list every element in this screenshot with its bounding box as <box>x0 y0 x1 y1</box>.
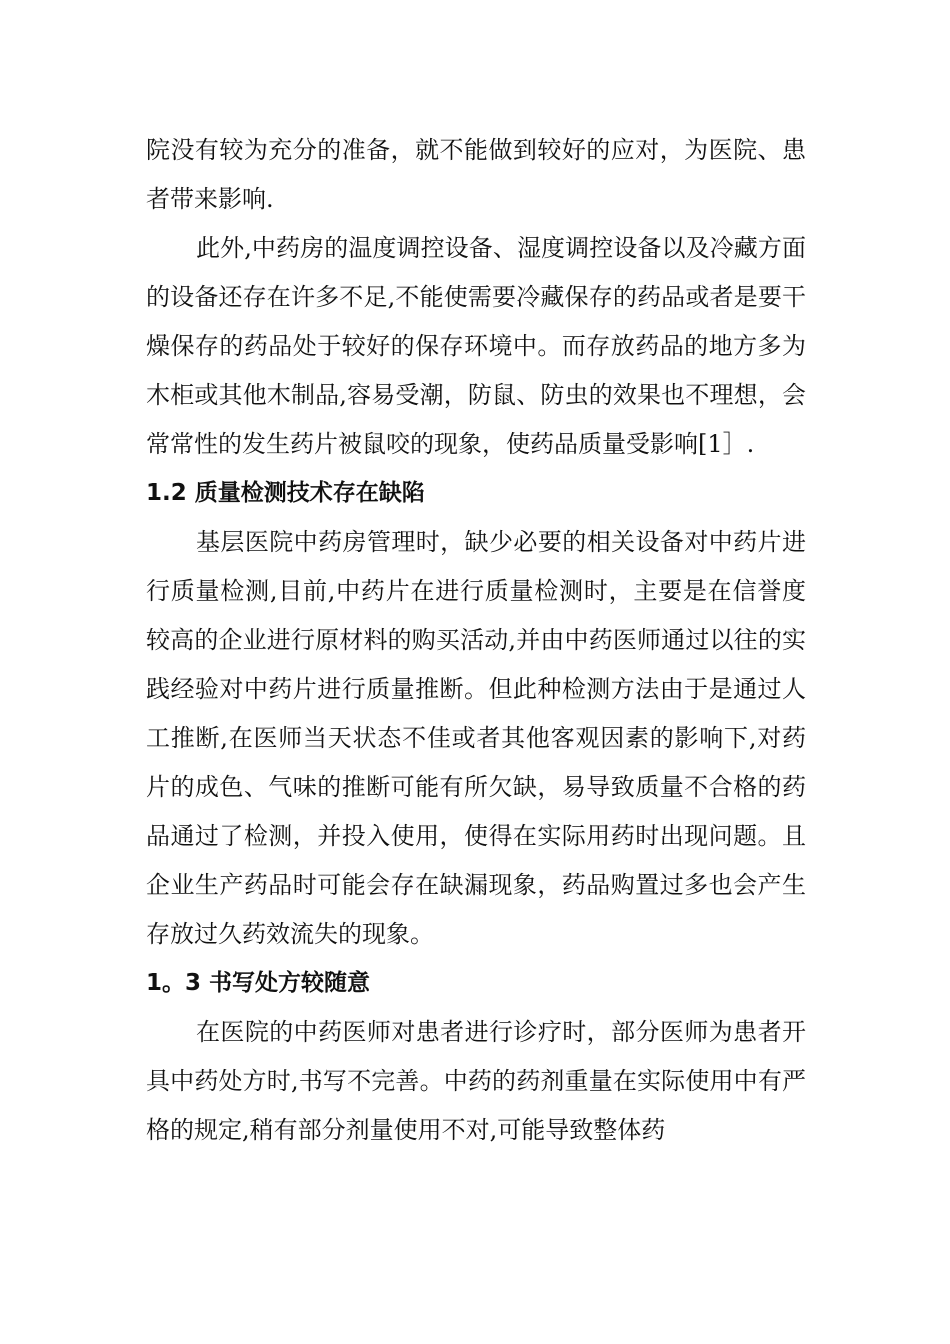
paragraph-storage-equipment: 此外,中药房的温度调控设备、湿度调控设备以及冷藏方面的设备还存在许多不足,不能使需要冷藏保存的药品或者是要干燥保存的药品处于较好的保存环境中。而存放药品的地方多为木柜或其他木制品,容易受潮，防鼠、防虫的效果也不理想，会常常性的发生药片被鼠咬的现象，使药品质量受影响[1］. <box>146 234 806 458</box>
document-body <box>146 126 806 1155</box>
paragraph-prescription-writing: 在医院的中药医师对患者进行诊疗时，部分医师为患者开具中药处方时,书写不完善。中药的药剂重量在实际使用中有严格的规定,稍有部分剂量使用不对,可能导致整体药 <box>146 1018 806 1144</box>
section-heading-1-2: 1.2 质量检测技术存在缺陷 <box>146 480 425 506</box>
paragraph-continuation: 院没有较为充分的准备，就不能做到较好的应对，为医院、患者带来影响. <box>146 136 806 213</box>
paragraph-quality-testing: 基层医院中药房管理时，缺少必要的相关设备对中药片进行质量检测,目前,中药片在进行质量检测时，主要是在信誉度较高的企业进行原材料的购买活动,并由中药医师通过以往的实践经验对中药片进行质量推断。但此种检测方法由于是通过人工推断,在医师当天状态不佳或者其他客观因素的影响下,对药片的成色、气味的推断可能有所欠缺，易导致质量不合格的药品通过了检测，并投入使用，使得在实际用药时出现问题。且企业生产药品时可能会存在缺漏现象，药品购置过多也会产生存放过久药效流失的现象。 <box>146 528 806 948</box>
section-heading-1-3: 1。3 书写处方较随意 <box>146 970 371 996</box>
